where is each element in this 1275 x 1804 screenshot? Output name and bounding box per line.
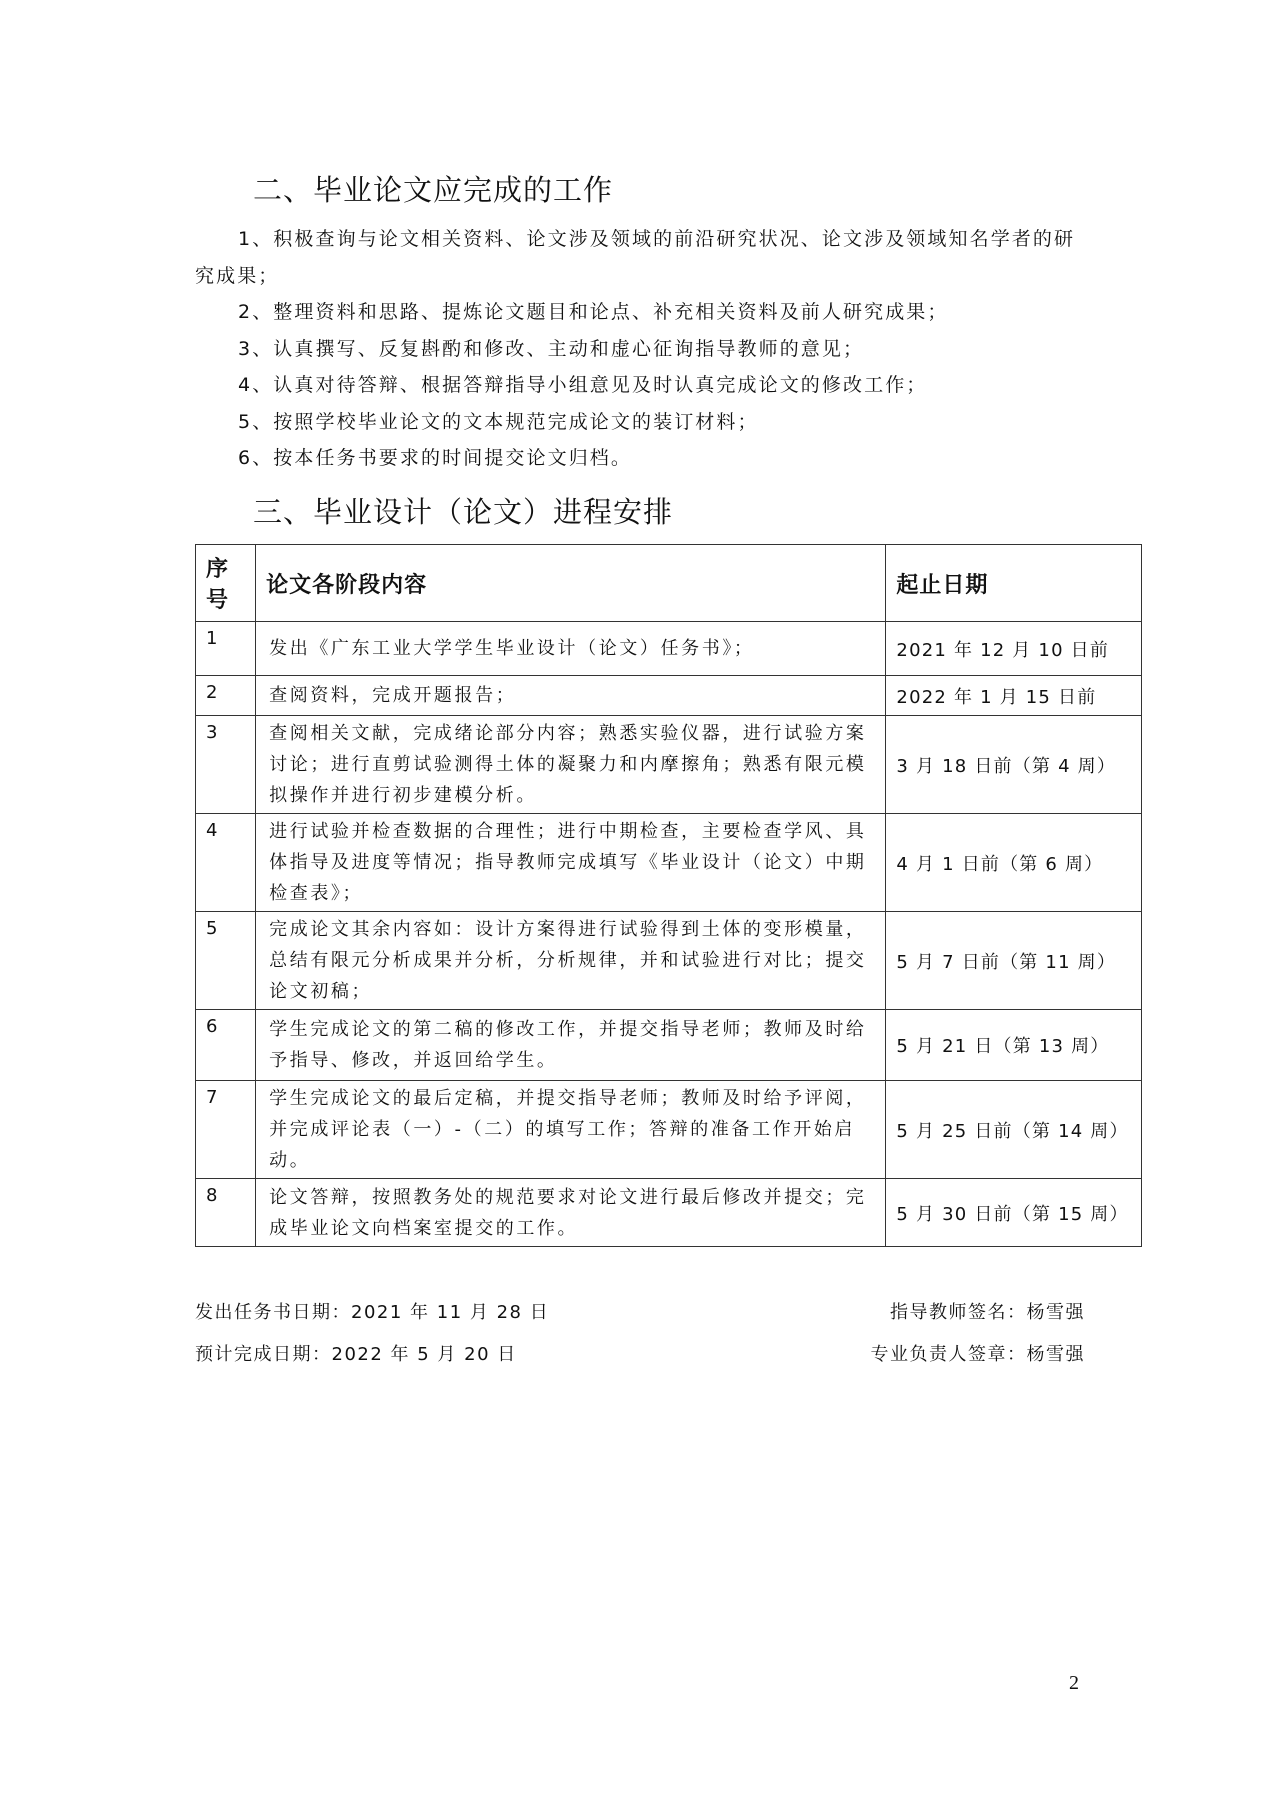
row-content: 发出《广东工业大学学生毕业设计（论文）任务书》；	[256, 622, 886, 676]
table-row	[196, 814, 1142, 912]
row-date: 5 月 7 日前（第 11 周）	[886, 912, 1142, 1010]
table-row	[196, 676, 1142, 716]
section-heading-work-requirements: 二、毕业论文应完成的工作	[253, 173, 614, 207]
row-number: 5	[196, 912, 256, 1010]
header-content: 论文各阶段内容	[256, 545, 886, 622]
table-row	[196, 912, 1142, 1010]
schedule-table	[195, 544, 1142, 1247]
list-item: 6、按本任务书要求的时间提交论文归档。	[238, 447, 632, 469]
row-content: 完成论文其余内容如：设计方案得进行试验得到土体的变形模量，总结有限元分析成果并分析，分析规律，并和试验进行对比；提交论文初稿；	[256, 912, 886, 1010]
row-content: 学生完成论文的第二稿的修改工作，并提交指导老师；教师及时给予指导、修改，并返回给学生。	[256, 1010, 886, 1081]
row-number: 1	[196, 622, 256, 676]
row-number: 8	[196, 1179, 256, 1247]
table-row	[196, 1010, 1142, 1081]
row-number: 4	[196, 814, 256, 912]
row-date: 4 月 1 日前（第 6 周）	[886, 814, 1142, 912]
expected-completion-text: 预计完成日期：2022 年 5 月 20 日	[195, 1344, 517, 1365]
table-row	[196, 622, 1142, 676]
supervisor-signature-text: 指导教师签名：杨雪强	[890, 1302, 1085, 1323]
header-date: 起止日期	[886, 545, 1142, 622]
row-content: 进行试验并检查数据的合理性；进行中期检查，主要检查学风、具体指导及进度等情况；指导教师完成填写《毕业设计（论文）中期检查表》；	[256, 814, 886, 912]
row-number: 2	[196, 676, 256, 716]
row-content: 查阅资料，完成开题报告；	[256, 676, 886, 716]
row-number: 3	[196, 716, 256, 814]
table-row	[196, 1179, 1142, 1247]
row-content: 查阅相关文献，完成绪论部分内容；熟悉实验仪器，进行试验方案讨论；进行直剪试验测得土体的凝聚力和内摩擦角；熟悉有限元模拟操作并进行初步建模分析。	[256, 716, 886, 814]
row-date: 5 月 25 日前（第 14 周）	[886, 1081, 1142, 1179]
row-number: 6	[196, 1010, 256, 1081]
work-requirements-list	[195, 221, 1095, 477]
list-item: 1、积极查询与论文相关资料、论文涉及领域的前沿研究状况、论文涉及领域知名学者的研究成果；	[195, 228, 1076, 287]
list-item: 3、认真撰写、反复斟酌和修改、主动和虚心征询指导教师的意见；	[238, 337, 865, 360]
row-content: 论文答辩，按照教务处的规范要求对论文进行最后修改并提交；完成毕业论文向档案室提交的工作。	[256, 1179, 886, 1247]
table-row	[196, 716, 1142, 814]
table-row	[196, 1081, 1142, 1179]
row-date: 2021 年 12 月 10 日前	[886, 622, 1142, 676]
header-number: 序号	[196, 545, 256, 622]
section-heading-schedule: 三、毕业设计（论文）进程安排	[253, 495, 674, 529]
page-number: 2	[1069, 1672, 1079, 1694]
row-content: 学生完成论文的最后定稿，并提交指导老师；教师及时给予评阅，并完成评论表（一）-（二）的填写工作；答辩的准备工作开始启动。	[256, 1081, 886, 1179]
row-date: 2022 年 1 月 15 日前	[886, 676, 1142, 716]
table-header-row	[196, 545, 1142, 622]
issue-date-text: 发出任务书日期：2021 年 11 月 28 日	[195, 1302, 550, 1323]
row-date: 5 月 30 日前（第 15 周）	[886, 1179, 1142, 1247]
row-date: 5 月 21 日（第 13 周）	[886, 1010, 1142, 1081]
row-number: 7	[196, 1081, 256, 1179]
list-item: 4、认真对待答辩、根据答辩指导小组意见及时认真完成论文的修改工作；	[238, 374, 928, 396]
head-signature-text: 专业负责人签章：杨雪强	[870, 1344, 1085, 1365]
list-item: 5、按照学校毕业论文的文本规范完成论文的装订材料；	[238, 410, 759, 433]
row-date: 3 月 18 日前（第 4 周）	[886, 716, 1142, 814]
list-item: 2、整理资料和思路、提炼论文题目和论点、补充相关资料及前人研究成果；	[238, 301, 949, 323]
